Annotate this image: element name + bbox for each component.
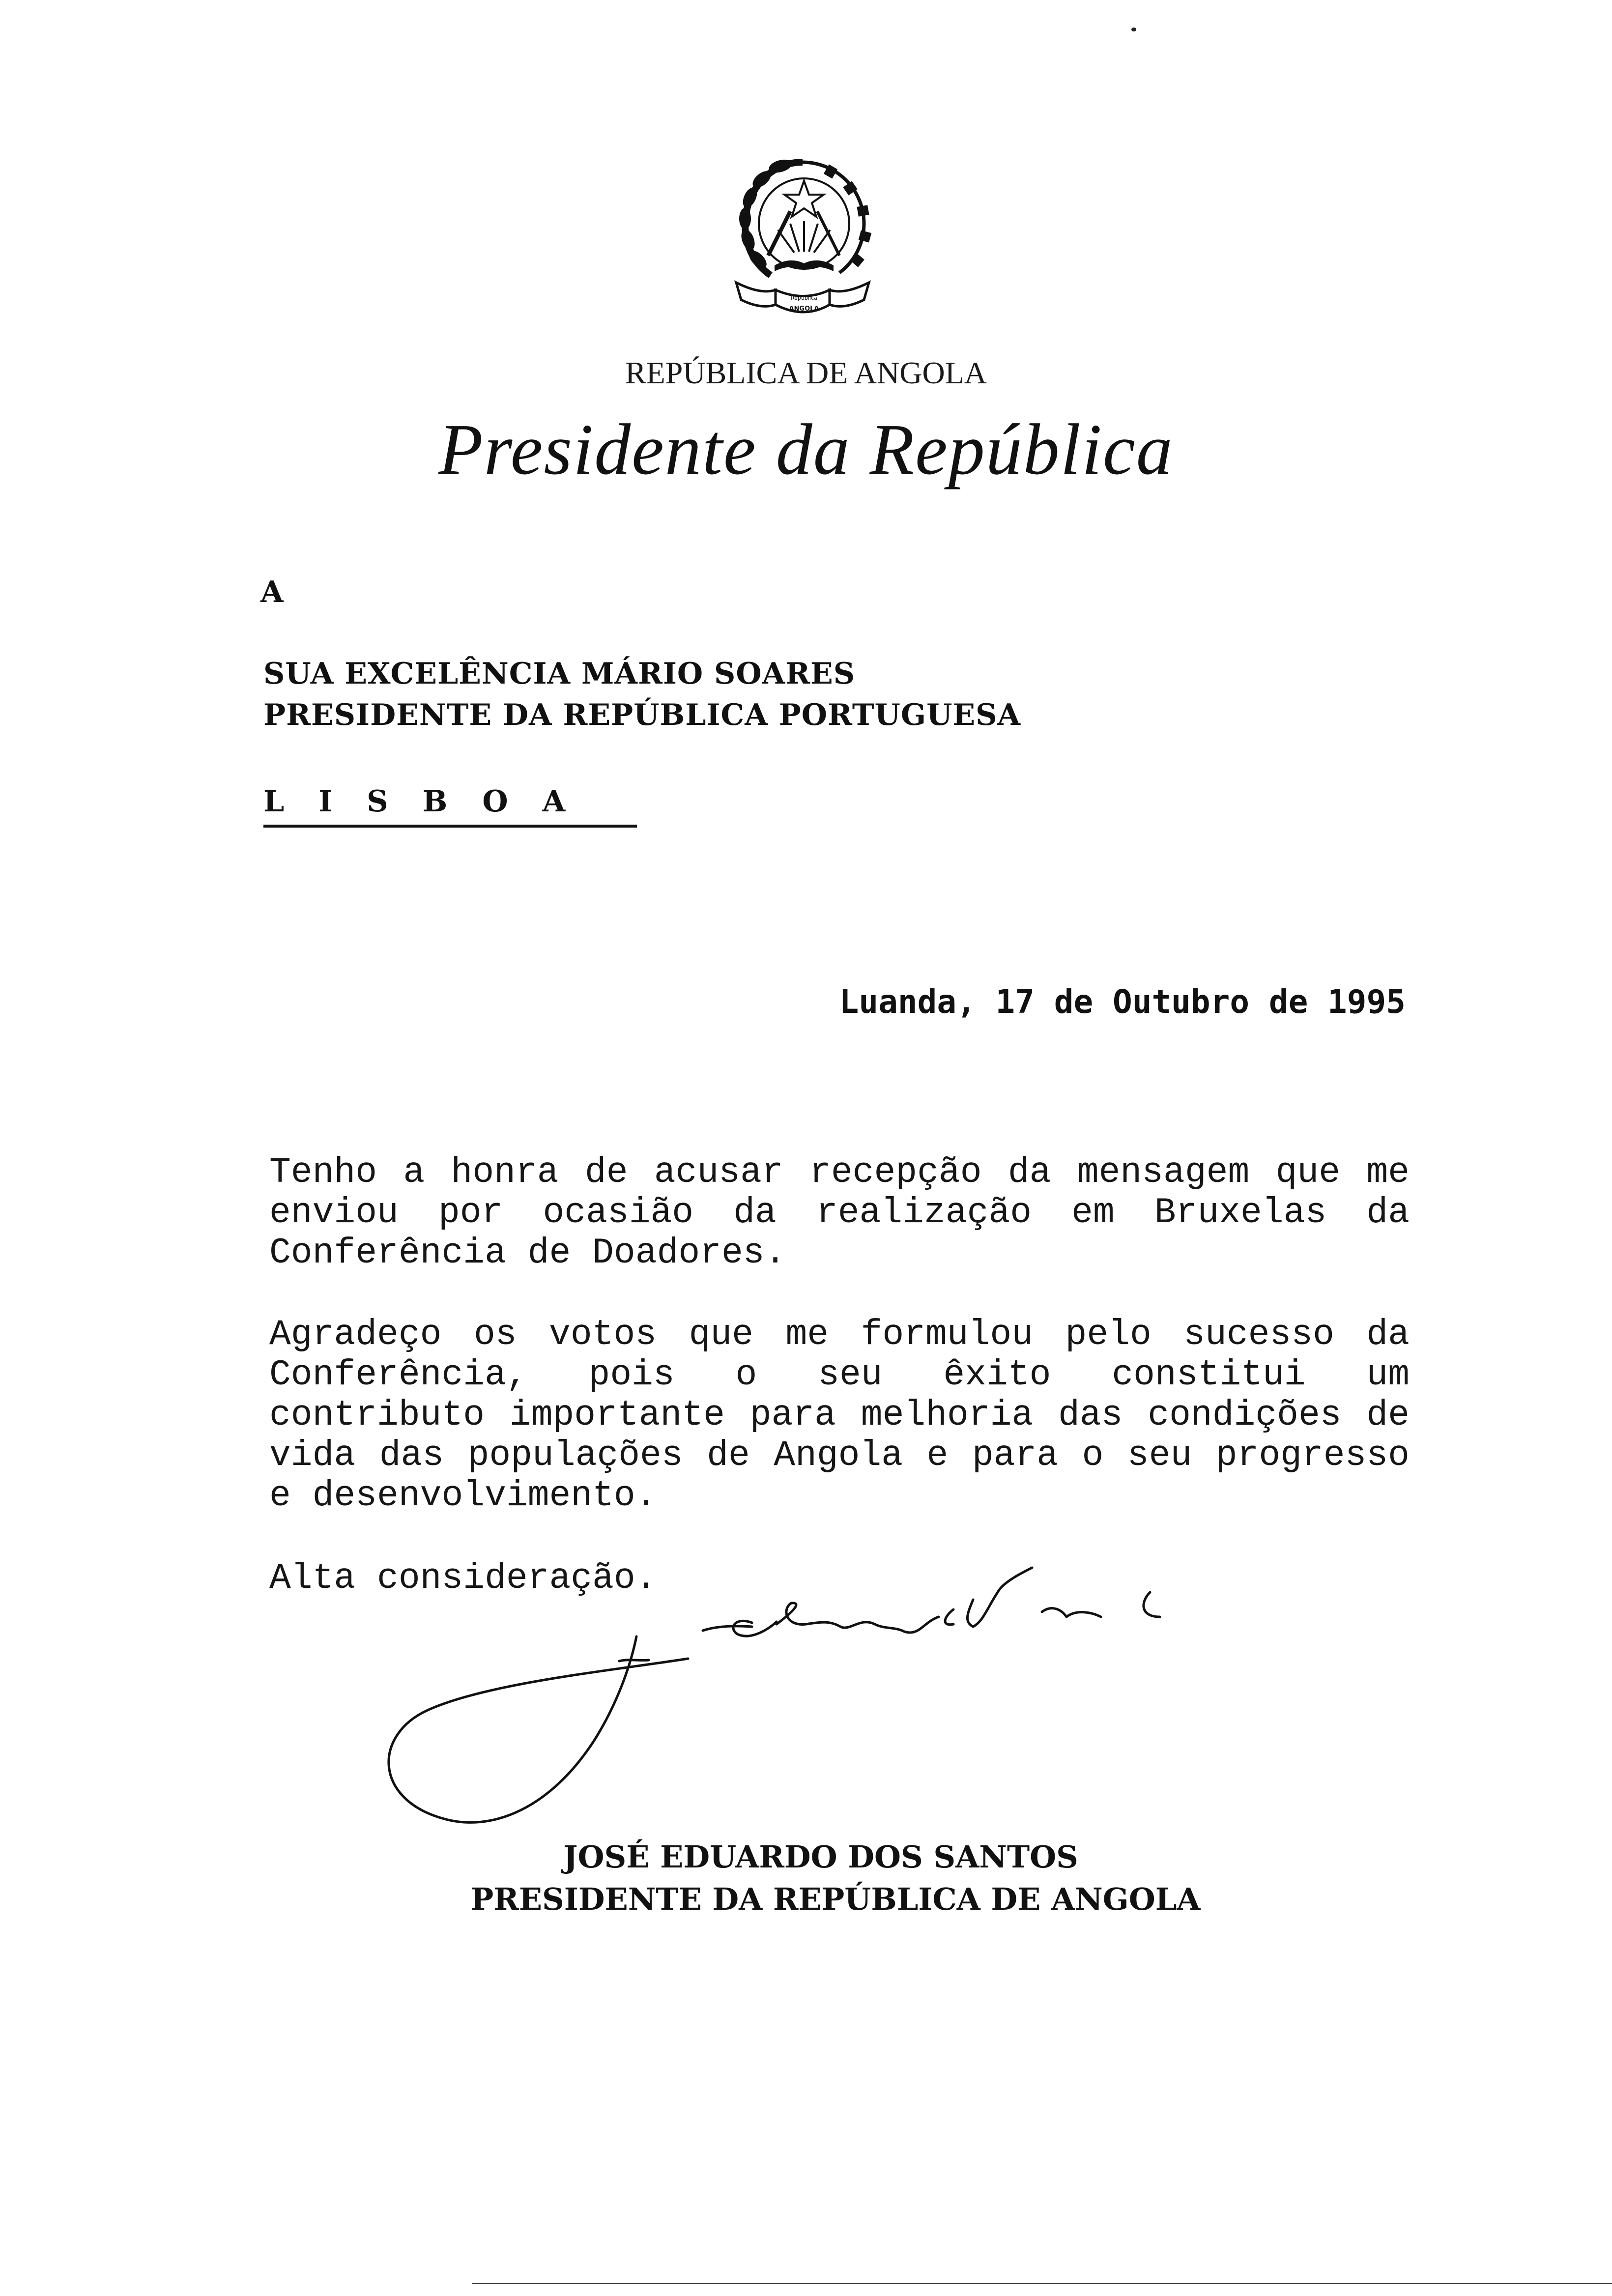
page-bottom-rule <box>472 2283 1612 2284</box>
emblem-label-top: República <box>791 295 817 301</box>
city-underline <box>263 825 637 828</box>
recipient-name: SUA EXCELÊNCIA MÁRIO SOARES <box>263 657 856 691</box>
scan-speck <box>1131 28 1136 31</box>
closing-line: Alta consideração. <box>269 1558 657 1599</box>
recipient-title: PRESIDENTE DA REPÚBLICA PORTUGUESA <box>263 698 1021 732</box>
signatory-name: JOSÉ EDUARDO DOS SANTOS <box>563 1839 1078 1875</box>
recipient-city: LISBOA <box>263 784 600 819</box>
recipient-prefix: A <box>260 575 284 609</box>
signatory-title: PRESIDENTE DA REPÚBLICA DE ANGOLA <box>470 1881 1201 1917</box>
letterhead-subtitle: Presidente da República <box>438 409 1174 490</box>
body-paragraph-2: Agradeço os votos que me formulou pelo sucesso da Conferência, pois o seu êxito constitui um contributo importante para melhoria das condições de vida das populações de Angola e para o seu progresso e desenvolvimento. <box>269 1314 1410 1516</box>
body-paragraph-1: Tenho a honra de acusar recepção da mensagem que me enviou por ocasião da realização em Bruxelas da Conferência de Doadores. <box>269 1152 1410 1273</box>
dateline: Luanda, 17 de Outubro de 1995 <box>839 983 1406 1021</box>
handwritten-signature <box>364 1563 1322 1843</box>
emblem-label-bottom: ANGOLA <box>789 305 819 313</box>
letterhead-title: REPÚBLICA DE ANGOLA <box>625 355 987 390</box>
angola-emblem-icon <box>717 143 889 339</box>
